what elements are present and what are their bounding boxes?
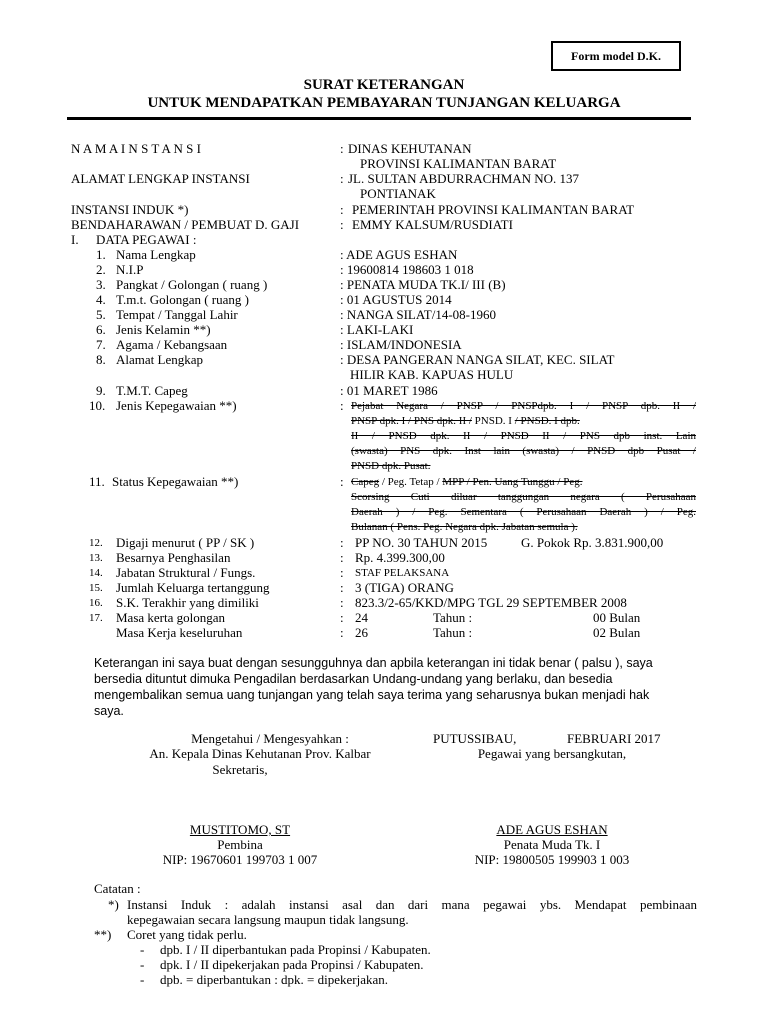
instansi-induk-label: INSTANSI INDUK *): [71, 202, 189, 217]
item-label-jenis-kepegawaian: Jenis Kepegawaian **): [116, 398, 237, 413]
jenis-kepegawaian-option-line: PNSD dpk. Pusat.: [351, 460, 431, 472]
section-title: DATA PEGAWAI :: [96, 232, 197, 247]
instansi-colon: :: [340, 141, 344, 156]
item-label-alamat: Alamat Lengkap: [116, 352, 203, 367]
status-kepegawaian-option-line: Scorsing Cuti diluar tanggungan negara ( Perusahaan: [351, 491, 696, 503]
jenis-kepegawaian-struck-option: / PNSD. I dpb.: [514, 415, 580, 427]
form-model-text: Form model D.K.: [571, 49, 661, 63]
item-label-status-kepegawaian: Status Kepegawaian **): [112, 474, 239, 489]
statement-line: mengembalikan semua uang tunjangan yang telah saya terima yang seharusnya bukan menjadi hak: [94, 688, 650, 702]
instansi-label: N A M A I N S T A N S I: [71, 141, 201, 156]
item-value-tmt-capeg: : 01 MARET 1986: [340, 383, 438, 398]
item-label-nip: N.I.P: [116, 262, 144, 277]
status-kepegawaian-selected-option: / Peg. Tetap /: [381, 476, 440, 488]
item-number: 17.: [89, 612, 103, 624]
item-number: 11.: [89, 474, 105, 489]
form-model-label: [551, 41, 681, 71]
item-label-tahun: Tahun :: [433, 625, 473, 640]
item-value-tempat-lahir: : NANGA SILAT/14-08-1960: [340, 307, 496, 322]
instansi-value-1: DINAS KEHUTANAN: [348, 141, 472, 156]
item-colon: :: [340, 610, 344, 625]
item-label-masa-kerja-golongan: Masa kerta golongan: [116, 610, 226, 625]
jenis-kepegawaian-option-line: II / PNSD dpk. II / PNSD II / PNS dpb inst. Lain: [351, 430, 696, 442]
item-number: 16.: [89, 597, 103, 609]
instansi-induk-value: PEMERINTAH PROVINSI KALIMANTAN BARAT: [352, 202, 635, 217]
item-number: 9.: [96, 383, 106, 398]
item-number: 15.: [89, 582, 103, 594]
bendaharawan-label: BENDAHARAWAN / PEMBUAT D. GAJI: [71, 217, 300, 232]
item-value-peraturan: PP NO. 30 TAHUN 2015: [355, 535, 488, 550]
item-value-nama: : ADE AGUS ESHAN: [340, 247, 458, 262]
item-colon: :: [340, 550, 344, 565]
status-kepegawaian-option-line: Bulanan ( Pens. Peg. Negara dpk. Jabatan semula ).: [351, 521, 578, 533]
statement-line: bersedia dituntut dimuka Pengadilan berdasarkan Undang-undang yang berlaku, dan besedia: [94, 672, 613, 686]
item-value-alamat-2: HILIR KAB. KAPUAS HULU: [350, 367, 514, 382]
item-value-nip: : 19600814 198603 1 018: [340, 262, 474, 277]
sign-date: FEBRUARI 2017: [567, 731, 661, 746]
bullet-dash: -: [140, 942, 145, 957]
note-text: kepegawaian secara langsung maupun tidak langsung.: [127, 912, 409, 927]
item-value-sk-terakhir: 823.3/2-65/KKD/MPG TGL 29 SEPTEMBER 2008: [355, 595, 627, 610]
section-number: I.: [71, 232, 79, 247]
item-value-masa-golongan-bulan: 00 Bulan: [593, 610, 641, 625]
item-value-gaji-pokok: G. Pokok Rp. 3.831.900,00: [521, 535, 664, 550]
item-value-penghasilan: Rp. 4.399.300,00: [355, 550, 445, 565]
item-value-masa-golongan-tahun: 24: [355, 610, 368, 625]
item-value-masa-keseluruhan-bulan: 02 Bulan: [593, 625, 641, 640]
item-number: 1.: [96, 247, 106, 262]
document-title: SURAT KETERANGAN: [303, 77, 465, 93]
notes-title: Catatan :: [94, 881, 141, 896]
note-bullet: dpb. I / II diperbantukan pada Propinsi / Kabupaten.: [160, 942, 431, 957]
item-number: 8.: [96, 352, 106, 367]
right-signatory-name: ADE AGUS ESHAN: [496, 822, 608, 837]
status-kepegawaian-struck-option: MPP / Pen. Uang Tunggu / Peg.: [442, 476, 583, 488]
note-marker: *): [108, 897, 119, 912]
item-label-tmt-golongan: T.m.t. Golongan ( ruang ): [116, 292, 249, 307]
item-value-masa-keseluruhan-tahun: 26: [355, 625, 368, 640]
item-label-pangkat: Pangkat / Golongan ( ruang ): [116, 277, 268, 292]
note-text: Coret yang tidak perlu.: [127, 927, 247, 942]
item-value-jenis-kelamin: : LAKI-LAKI: [340, 322, 414, 337]
item-value-agama: : ISLAM/INDONESIA: [340, 337, 462, 352]
item-number: 13.: [89, 552, 103, 564]
item-number: 7.: [96, 337, 106, 352]
item-value-jumlah-keluarga: 3 (TIGA) ORANG: [355, 580, 454, 595]
item-number: 12.: [89, 537, 103, 549]
item-colon: :: [340, 565, 344, 580]
note-bullet: dpk. I / II dipekerjakan pada Propinsi / Kabupaten.: [160, 957, 424, 972]
item-value-alamat-1: : DESA PANGERAN NANGA SILAT, KEC. SILAT: [340, 352, 615, 367]
alamat-instansi-label: ALAMAT LENGKAP INSTANSI: [71, 171, 250, 186]
item-label-jabatan: Jabatan Struktural / Fungs.: [116, 565, 256, 580]
item-label-tahun: Tahun :: [433, 610, 473, 625]
bendaharawan-value: EMMY KALSUM/RUSDIATI: [352, 217, 513, 232]
item-label-nama: Nama Lengkap: [116, 247, 196, 262]
right-signatory-role: Pegawai yang bersangkutan,: [477, 746, 627, 761]
item-number: 2.: [96, 262, 106, 277]
jenis-kepegawaian-struck-option: PNSP dpk. I / PNS dpk. II /: [351, 415, 472, 427]
status-kepegawaian-option-line: Daerah ) / Peg. Sementara ( Perusahaan Daerah ) / Peg.: [351, 506, 696, 518]
document-subtitle: UNTUK MENDAPATKAN PEMBAYARAN TUNJANGAN KELUARGA: [147, 95, 621, 111]
item-colon: :: [340, 625, 344, 640]
item-label-digaji-menurut: Digaji menurut ( PP / SK ): [116, 535, 255, 550]
status-kepegawaian-struck-option: Capeg: [351, 476, 380, 488]
jenis-kepegawaian-option-line: (swasta) PNS dpk. Inst lain (swasta) / PNSD dpb Pusat /: [351, 445, 696, 457]
item-label-agama: Agama / Kebangsaan: [116, 337, 228, 352]
item-colon: :: [340, 535, 344, 550]
bendaharawan-colon: :: [340, 217, 344, 232]
left-signatory-rank: Pembina: [217, 837, 263, 852]
item-value-tmt-golongan: : 01 AGUSTUS 2014: [340, 292, 452, 307]
sign-place: PUTUSSIBAU,: [433, 731, 517, 746]
approval-position: Sekretaris,: [212, 762, 268, 777]
item-number: 3.: [96, 277, 106, 292]
bullet-dash: -: [140, 972, 145, 987]
item-label-penghasilan: Besarnya Penghasilan: [116, 550, 231, 565]
item-value-pangkat: : PENATA MUDA TK.I/ III (B): [340, 277, 506, 292]
approval-authority: An. Kepala Dinas Kehutanan Prov. Kalbar: [149, 746, 371, 761]
item-label-jumlah-keluarga: Jumlah Keluarga tertanggung: [116, 580, 270, 595]
item-number: 10.: [89, 398, 106, 413]
left-signatory-nip: NIP: 19670601 199703 1 007: [162, 852, 318, 867]
instansi-value-2: PROVINSI KALIMANTAN BARAT: [360, 156, 557, 171]
jenis-kepegawaian-option-line: Pejabat Negara / PNSP / PNSPdpb. I / PNSP dpb. II /: [351, 400, 696, 412]
status-kepegawaian-options-row: [351, 475, 696, 490]
item-label-masa-kerja-keseluruhan: Masa Kerja keseluruhan: [116, 625, 243, 640]
jenis-kepegawaian-options-row: [351, 414, 696, 429]
bullet-dash: -: [140, 957, 145, 972]
note-text: Instansi Induk : adalah instansi asal dan dari mana pegawai ybs. Mendapat pembinaan: [127, 897, 697, 912]
item-label-sk-terakhir: S.K. Terakhir yang dimiliki: [116, 595, 259, 610]
alamat-instansi-value-2: PONTIANAK: [360, 186, 436, 201]
item-label-jenis-kelamin: Jenis Kelamin **): [116, 322, 211, 337]
title-divider: [67, 117, 691, 120]
statement-line: Keterangan ini saya buat dengan sesungguhnya dan apbila keterangan ini tidak benar ( palsu ), saya: [94, 656, 653, 670]
instansi-induk-colon: :: [340, 202, 344, 217]
item-label-tmt-capeg: T.M.T. Capeg: [116, 383, 188, 398]
note-marker: **): [94, 927, 112, 942]
left-signatory-name: MUSTITOMO, ST: [189, 822, 291, 837]
jenis-kepegawaian-selected-option: PNSD. I: [474, 415, 512, 427]
item-number: 5.: [96, 307, 106, 322]
right-signatory-nip: NIP: 19800505 199903 1 003: [474, 852, 630, 867]
item-colon: :: [340, 580, 344, 595]
statement-line: saya.: [94, 704, 124, 718]
alamat-instansi-colon: :: [340, 171, 344, 186]
item-colon: :: [340, 474, 344, 489]
approval-label: Mengetahui / Mengesyahkan :: [191, 731, 349, 746]
item-value-jabatan: STAF PELAKSANA: [355, 567, 450, 579]
item-colon: :: [340, 595, 344, 610]
right-signatory-rank: Penata Muda Tk. I: [503, 837, 601, 852]
alamat-instansi-value-1: JL. SULTAN ABDURRACHMAN NO. 137: [348, 171, 580, 186]
item-label-tempat-lahir: Tempat / Tanggal Lahir: [116, 307, 238, 322]
item-number: 4.: [96, 292, 106, 307]
note-bullet: dpb. = diperbantukan : dpk. = dipekerjakan.: [160, 972, 389, 987]
item-number: 6.: [96, 322, 106, 337]
item-number: 14.: [89, 567, 103, 579]
item-colon: :: [340, 398, 344, 413]
